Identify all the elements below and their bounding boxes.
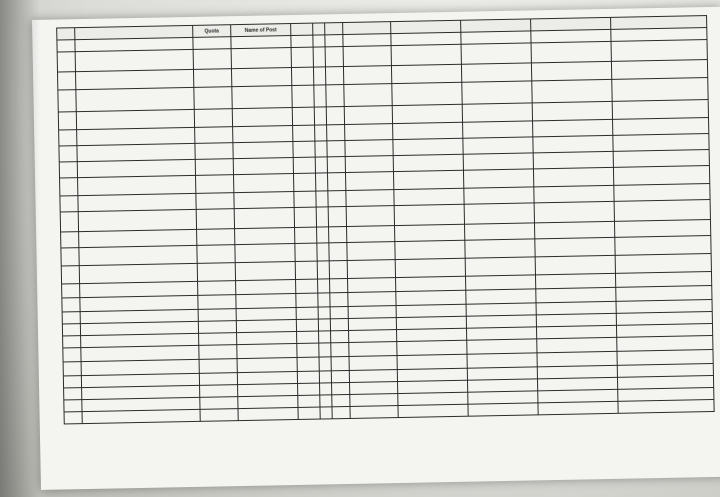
table-cell-place [348,278,396,293]
table-cell-phone [468,403,538,416]
table-cell-remarks [531,41,611,63]
table-cell-sr [61,232,79,248]
table-cell-sr [64,400,82,412]
table-cell-quota [199,345,237,360]
table-cell-quota [195,159,233,176]
table-cell-quota [196,193,234,210]
table-cell-sub [329,242,347,260]
table-cell-post [237,343,297,358]
table-cell-sr [62,312,80,324]
table-cell-name [393,138,463,155]
table-cell-place [349,370,397,383]
table-cell-quota [197,245,235,264]
table-cell-n [315,141,327,157]
table-cell-place [343,46,391,67]
table-cell-name [393,154,463,171]
table-cell-sr [57,40,75,52]
table-cell-remarks [534,221,614,239]
table-cell-sr [62,298,80,312]
table-cell-extra [612,78,708,102]
table-cell-address [82,409,200,423]
table-cell-grade [293,173,315,191]
table-cell-remarks [533,135,613,153]
table-cell-sub [327,141,345,157]
table-cell-post [233,158,293,175]
table-cell-phone [462,81,532,104]
table-cell-post [234,192,294,209]
table-cell-n [318,279,330,293]
table-cell-grade [293,125,315,141]
table-cell-address [76,69,194,89]
table-cell-quota [193,69,231,88]
table-cell-extra [618,399,714,413]
table-cell-grade [298,407,320,419]
table-cell-place [345,140,393,157]
table-cell-post [236,279,296,294]
table-cell-sub [328,207,346,227]
table-cell-remarks [533,167,613,187]
table-cell-sub [332,394,350,406]
table-cell-sub [332,406,350,418]
table-cell-name [395,224,465,241]
table-cell-sub [330,306,348,318]
table-cell-sub [327,173,345,191]
table-cell-grade [296,307,318,319]
table-cell-remarks [533,151,613,169]
table-cell-sub [327,125,345,141]
table-cell-post [232,108,292,127]
table-cell-name [394,188,464,205]
table-cell-address [78,209,196,231]
column-header: Name of Post [231,24,291,37]
table-cell-extra [612,100,708,120]
table-cell-remarks [532,101,612,121]
table-cell-quota [199,373,237,386]
table-cell-phone [467,339,537,354]
table-cell-remarks [536,287,616,303]
table-cell-place [343,66,391,85]
table-cell-place [347,260,395,279]
table-cell-sub [330,292,348,306]
table-cell-sub [331,356,349,370]
table-cell-phone [463,169,533,188]
table-cell-extra [613,118,709,136]
table-cell-sub [331,342,349,356]
table-cell-address [76,109,194,129]
table-cell-n [314,107,326,125]
table-cell-n [316,191,328,207]
table-cell-extra [614,200,710,222]
table-cell-sr [63,376,81,388]
table-cell-sr [64,412,82,424]
table-cell-phone [463,153,533,170]
table-cell-sr [60,196,78,212]
table-cell-name [397,354,467,369]
table-cell-name [394,204,464,225]
table-cell-phone [462,103,532,122]
table-cell-extra [615,254,711,274]
table-cell-sr [61,248,79,266]
table-cell-sr [59,146,77,162]
table-cell-grade [293,157,315,173]
table-cell-phone [465,275,535,290]
table-cell-grade [294,191,316,207]
table-cell-grade [295,227,317,243]
table-cell-grade [295,261,317,279]
table-cell-n [315,157,327,173]
table-cell-grade [297,371,319,383]
table-cell-n [315,125,327,141]
table-cell-post [236,293,296,308]
table-cell-n [313,67,325,85]
table-cell-name [391,64,461,83]
table-cell-name [395,258,465,277]
table-cell-n [320,407,332,419]
table-cell-place [350,394,398,407]
column-header [325,23,343,35]
table-cell-remarks [534,201,614,223]
table-cell-remarks [538,401,618,415]
table-cell-sr [58,112,76,130]
table-cell-n [315,173,327,191]
table-cell-name [396,290,466,305]
table-cell-place [345,124,393,141]
table-cell-n [316,207,328,227]
table-cell-address [79,263,197,283]
table-cell-name [391,44,461,65]
table-cell-remarks [535,255,615,275]
table-cell-remarks [537,337,617,353]
table-cell-name [396,276,466,291]
table-cell-place [344,106,392,125]
table-cell-name [393,122,463,139]
table-cell-n [318,293,330,307]
table-cell-quota [198,281,236,296]
table-cell-sr [58,90,76,112]
table-cell-sub [325,67,343,85]
table-cell-quota [196,175,234,194]
table-cell-grade [291,47,313,67]
table-cell-place [348,292,396,307]
table-cell-quota [193,37,231,50]
table-cell-grade [295,243,317,261]
table-cell-name [395,240,465,259]
table-cell-extra [615,236,711,256]
table-cell-sub [325,35,343,47]
table-cell-name [392,104,462,123]
table-cell-quota [194,87,232,110]
table-cell-sub [326,85,344,107]
table-cell-quota [195,143,233,160]
table-cell-address [78,175,196,195]
table-cell-sub [331,330,349,342]
table-cell-remarks [537,351,617,367]
table-cell-quota [193,49,231,70]
table-cell-extra [614,220,710,238]
table-cell-extra [613,166,709,186]
table-cell-quota [194,109,232,128]
table-cell-quota [200,397,238,410]
table-cell-sr [64,388,82,400]
table-cell-extra [613,134,709,152]
table-cell-phone [465,223,535,240]
table-cell-phone [463,121,533,138]
table-cell-quota [196,209,234,230]
table-cell-place [346,190,394,207]
table-cell-n [319,343,331,357]
table-cell-quota [198,309,236,322]
column-header [291,23,313,35]
table-cell-sub [328,191,346,207]
table-cell-place [349,356,397,371]
table-cell-n [318,307,330,319]
table-cell-sr [62,284,80,298]
table-cell-sr [63,336,81,348]
table-cell-grade [297,343,319,357]
table-cell-sr [58,72,76,90]
table-cell-sub [327,157,345,173]
table-cell-n [318,319,330,331]
table-cell-post [235,261,295,280]
table-cell-sr [62,324,80,336]
table-cell-sub [329,227,347,243]
table-cell-n [319,371,331,383]
table-cell-sr [63,362,81,376]
table-cell-address [79,245,197,265]
table-cell-post [231,48,291,69]
table-cell-place [350,382,398,395]
table-cell-remarks [532,79,612,103]
table-cell-sub [326,107,344,125]
table-cell-post [235,227,295,244]
table-cell-phone [465,257,535,276]
table-cell-n [317,243,329,261]
table-cell-remarks [535,273,615,289]
table-cell-quota [198,321,236,334]
table-cell-quota [199,359,237,374]
table-cell-phone [467,353,537,368]
table-cell-grade [298,383,320,395]
vacancy-table [56,15,715,424]
table-cell-phone [464,187,534,204]
table-cell-n [317,227,329,243]
table-cell-place [348,318,396,331]
table-cell-place [349,330,397,343]
table-cell-sr [61,266,79,284]
table-cell-place [350,406,398,419]
table-cell-sub [331,370,349,382]
table-cell-sub [330,278,348,292]
table-cell-grade [296,293,318,307]
table-cell-sr [57,52,75,72]
table-cell-n [320,383,332,395]
table-cell-grade [294,207,316,227]
table-cell-post [232,86,292,109]
table-cell-place [344,84,392,107]
table-cell-quota [200,385,238,398]
table-cell-place [345,172,393,191]
table-container [56,15,714,424]
edge-shadow [0,0,40,497]
table-cell-grade [291,67,313,85]
table-cell-address [76,87,194,111]
table-cell-sub [332,382,350,394]
table-cell-sub [329,260,347,278]
table-cell-grade [296,279,318,293]
table-cell-sr [63,348,81,362]
table-cell-grade [298,395,320,407]
table-cell-grade [292,85,314,107]
table-cell-sr [59,162,77,178]
table-cell-phone [465,239,535,258]
table-cell-extra [611,40,707,62]
table-cell-n [317,261,329,279]
table-cell-quota [195,127,233,144]
table-cell-grade [292,107,314,125]
table-cell-grade [297,331,319,343]
column-header [57,28,75,40]
column-header: Quota [193,25,231,38]
table-cell-sr [60,178,78,196]
table-cell-place [349,342,397,357]
table-cell-n [319,357,331,371]
table-cell-sr [60,212,78,232]
table-cell-grade [291,35,313,47]
table-cell-n [320,395,332,407]
table-cell-n [314,85,326,107]
table-cell-quota [200,409,238,422]
table-cell-name [392,82,462,105]
table-cell-n [319,331,331,343]
table-cell-grade [293,141,315,157]
table-cell-place [347,226,395,243]
table-body [57,28,714,424]
table-cell-quota [199,333,237,346]
table-cell-remarks [535,237,615,257]
table-cell-phone [463,137,533,154]
table-cell-address [75,49,193,71]
table-cell-phone [464,203,534,224]
table-cell-post [233,142,293,159]
table-cell-post [233,126,293,143]
table-cell-n [313,35,325,47]
table-cell-grade [296,319,318,331]
table-cell-remarks [533,119,613,137]
table-cell-sub [330,318,348,330]
table-cell-quota [197,263,235,282]
table-cell-extra [611,60,707,80]
table-cell-phone [461,43,531,64]
column-header [313,23,325,35]
table-cell-post [238,407,298,420]
table-cell-n [313,47,325,67]
table-cell-extra [614,184,710,202]
table-cell-phone [466,289,536,304]
table-cell-sr [59,130,77,146]
table-cell-name [397,340,467,355]
table-cell-post [234,174,294,193]
table-cell-post [234,208,294,229]
table-cell-remarks [531,61,611,81]
table-cell-extra [613,150,709,168]
table-cell-post [231,68,291,87]
table-cell-grade [297,357,319,371]
table-cell-sub [325,47,343,67]
table-cell-place [347,242,395,261]
table-cell-post [237,357,297,372]
table-cell-place [343,34,391,47]
column-header [343,22,391,35]
document-page [32,7,720,490]
table-cell-post [235,243,295,262]
table-cell-quota [198,295,236,310]
table-cell-quota [197,229,235,246]
table-cell-name [393,170,463,189]
table-cell-place [346,206,394,227]
table-cell-name [398,404,468,417]
table-cell-place [345,156,393,173]
table-cell-place [348,306,396,319]
table-cell-phone [461,63,531,82]
table-cell-remarks [534,185,614,203]
